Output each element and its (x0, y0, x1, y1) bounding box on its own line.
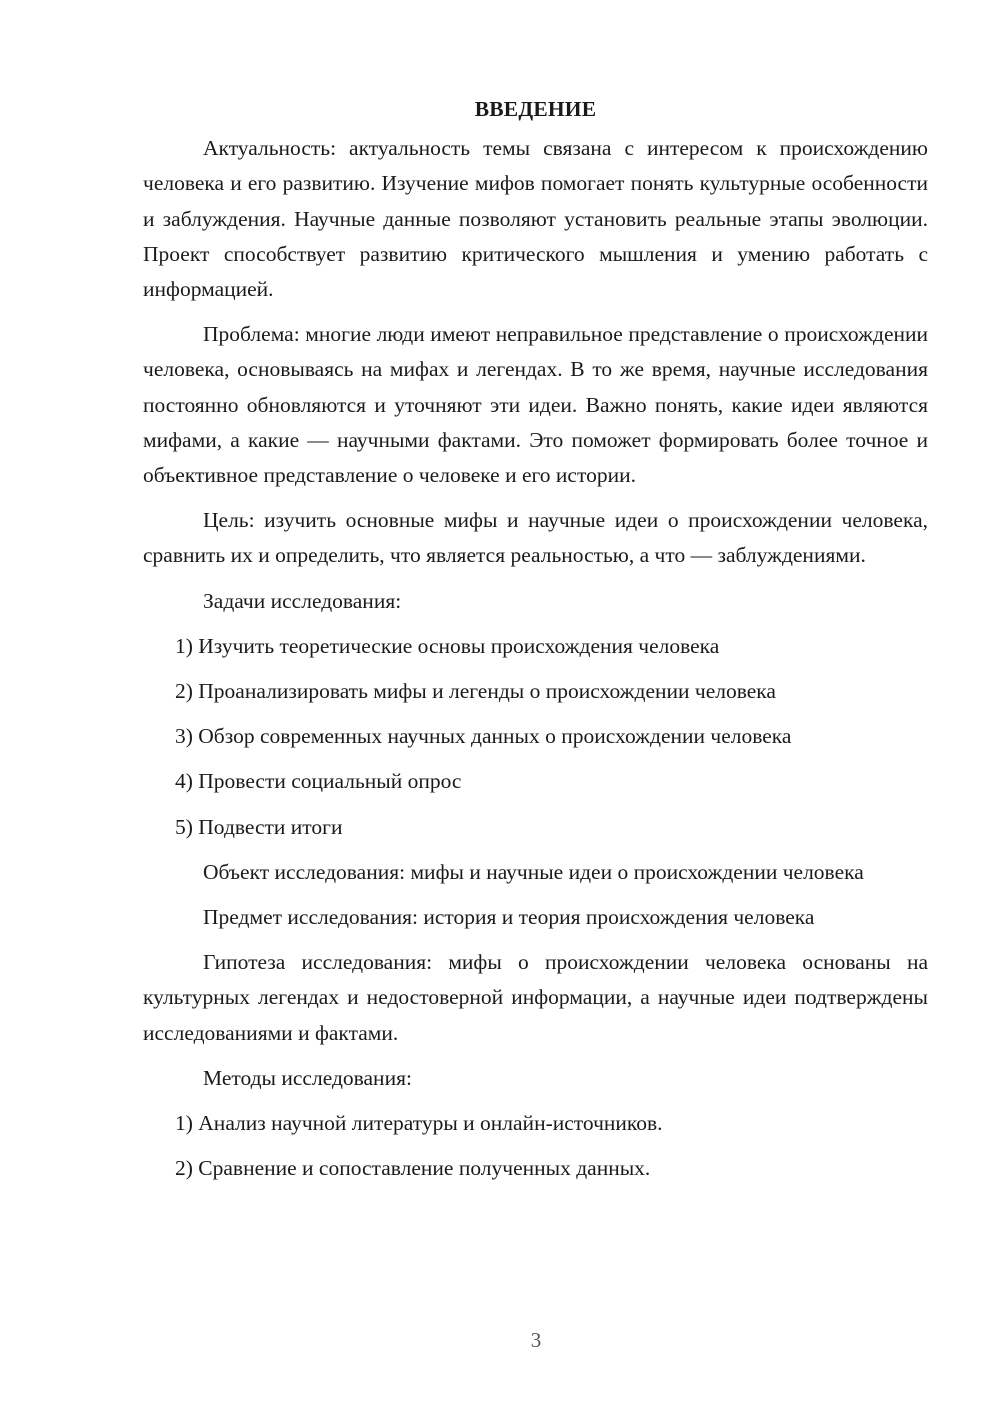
subject-paragraph: Предмет исследования: история и теория происхождения человека (203, 905, 815, 930)
section-title: ВВЕДЕНИЕ (474, 97, 597, 121)
list-item: 4) Провести социальный опрос (175, 769, 462, 794)
list-item: 2) Сравнение и сопоставление полученных данных. (175, 1156, 651, 1181)
list-item: 5) Подвести итоги (175, 814, 343, 839)
relevance-paragraph: Актуальность: актуальность темы связана с интересом к происхождению человека и его развитию. Изучение мифов помогает понять культурные особенности и заблуждения. Научные данные позволяют установить реальные этапы эволюции. Проект способствует развитию критического мышления и умению работать с информацией. (143, 136, 928, 302)
hypothesis-paragraph: Гипотеза исследования: мифы о происхождении человека основаны на культурных легендах и недостоверной информации, а научные идеи подтверждены исследованиями и фактами. (143, 950, 928, 1045)
list-item: 1) Изучить теоретические основы происхождения человека (175, 633, 720, 658)
list-item: 1) Анализ научной литературы и онлайн-источников. (175, 1111, 663, 1136)
list-item: 3) Обзор современных научных данных о происхождении человека (175, 724, 792, 749)
list-item: 2) Проанализировать мифы и легенды о происхождении человека (175, 679, 776, 704)
tasks-heading: Задачи исследования: (203, 588, 402, 613)
methods-heading: Методы исследования: (203, 1065, 412, 1090)
object-paragraph: Объект исследования: мифы и научные идеи о происхождении человека (203, 859, 864, 884)
goal-paragraph: Цель: изучить основные мифы и научные идеи о происхождении человека, сравнить их и определить, что является реальностью, а что — заблуждениями. (143, 508, 928, 568)
page-number: 3 (530, 1328, 542, 1352)
methods-list (143, 1106, 928, 1186)
tasks-list (143, 629, 928, 845)
problem-paragraph: Проблема: многие люди имеют неправильное представление о происхождении человека, основываясь на мифах и легендах. В то же время, научные исследования постоянно обновляются и уточняют эти идеи. Важно понять, какие идеи являются мифами, а какие — научными фактами. Это поможет формировать более точное и объективное представление о человеке и его истории. (143, 322, 928, 488)
document-page (143, 92, 928, 1196)
